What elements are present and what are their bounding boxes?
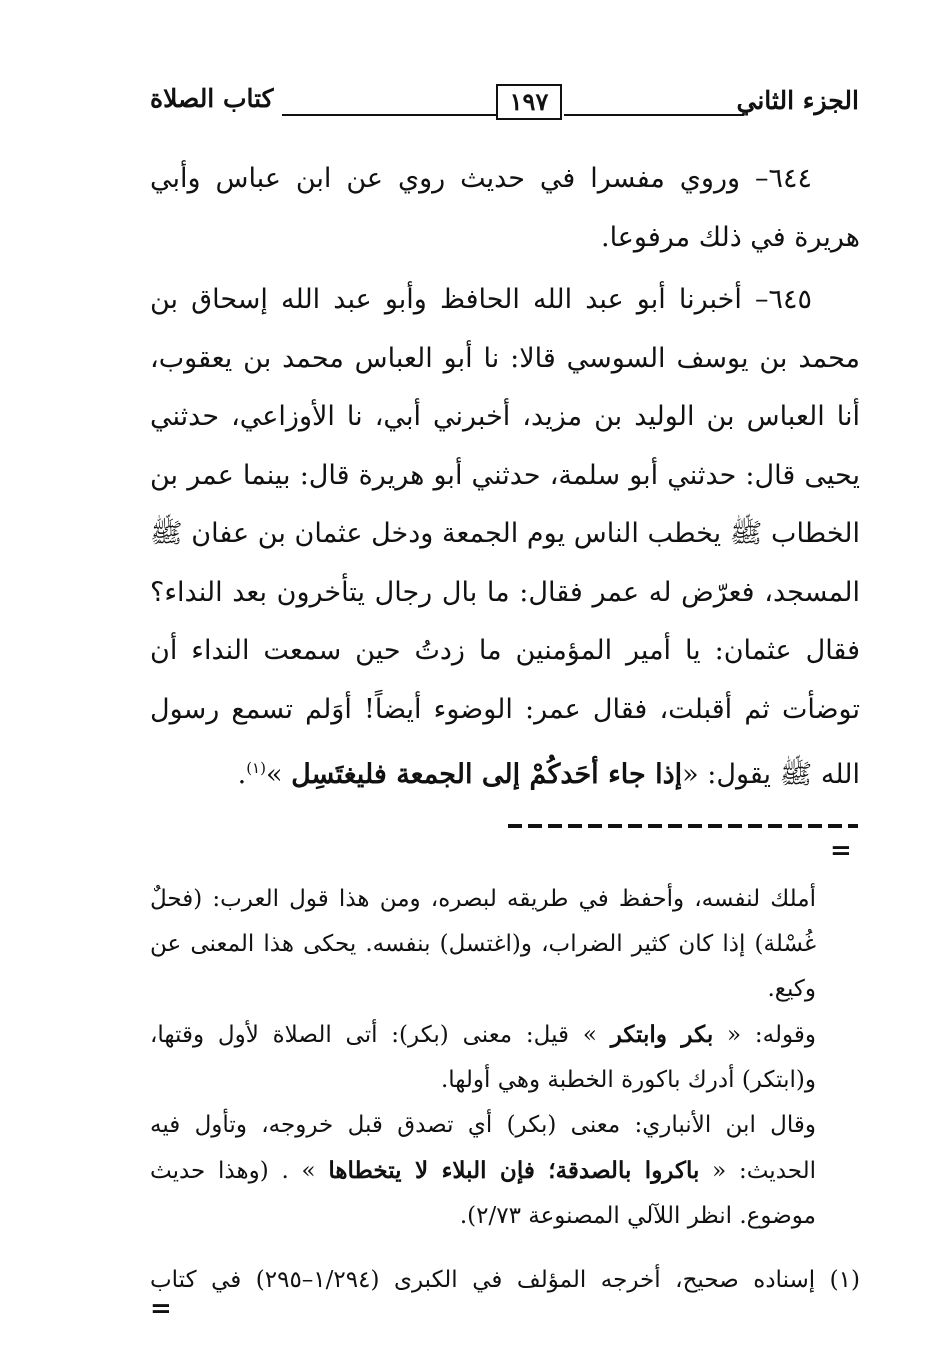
- header-rule-right: [564, 114, 744, 116]
- continuation-mark-bottom: =: [150, 1294, 172, 1324]
- main-text: [150, 150, 860, 805]
- header-rule-left: [282, 114, 496, 116]
- footnote-separator: [508, 824, 858, 828]
- page-number: ١٩٧: [496, 84, 562, 120]
- hadith-645: [150, 271, 860, 805]
- continuation-mark-top: =: [830, 836, 852, 866]
- header-book-title: كتاب الصلاة: [150, 84, 274, 113]
- quote-closing: »: [265, 759, 283, 790]
- hadith-645-body: ٦٤٥– أخبرنا أبو عبد الله الحافظ وأبو عبد الله إسحاق بن محمد بن يوسف السوسي قالا: نا أبو العباس محمد بن يعقوب، أنا العباس بن الوليد بن مزيد، أخبرني أبي، نا الأوزاعي، حدثني يحيى قال: حدثني أبو سلمة، حدثني أبو هريرة قال: بينما عمر بن الخطاب ﷺ يخطب الناس يوم الجمعة ودخل عثمان بن عفان ﷺ المسجد، فعرّض له عمر فقال: ما بال رجال يتأخرون بعد النداء؟ فقال عثمان: يا أمير المؤمنين ما زدتُ حين سمعت النداء أن توضأت ثم أقبلت، فقال عمر: الوضوء أيضاً! أوَلم تسمع رسول الله ﷺ يقول: «: [150, 284, 860, 790]
- note-3-lead: وقال ابن الأنباري: معنى (بكر) أي تصدق قبل خروجه، وتأول فيه الحديث: «: [150, 1112, 817, 1184]
- continued-notes: [150, 877, 816, 1239]
- hadith-644: ٦٤٤– وروي مفسرا في حديث روي عن ابن عباس وأبي هريرة في ذلك مرفوعا.: [150, 163, 860, 253]
- footnote-1: (١) إسناده صحيح، أخرجه المؤلف في الكبرى (١/٢٩٤–٢٩٥) في كتاب: [150, 1267, 860, 1293]
- footnote-ref: (١): [246, 759, 266, 777]
- note-3-bold: باكروا بالصدقة؛ فإن البلاء لا يتخطاها: [328, 1157, 700, 1184]
- note-2-lead: وقوله: «: [727, 1022, 816, 1048]
- note-2-rest: » قيل: معنى (بكر): أتى الصلاة لأول وقتها، و(ابتكر) أدرك باكورة الخطبة وهي أولها.: [150, 1022, 816, 1093]
- note-2-bold: بكر وابتكر: [610, 1021, 714, 1048]
- note-3-rest: » . (وهذا حديث موضوع. انظر اللآلي المصنوعة ٢/٧٣).: [150, 1158, 816, 1229]
- hadith-645-end: .: [237, 759, 247, 790]
- note-line-2: [150, 1012, 816, 1103]
- note-line-3: [150, 1103, 816, 1239]
- header-part-title: الجزء الثاني: [736, 86, 859, 115]
- prophetic-quote: إذا جاء أحَدكُمْ إلى الجمعة فليغتَسِل: [291, 759, 683, 790]
- note-line-1: أملك لنفسه، وأحفظ في طريقه لبصره، ومن هذا قول العرب: (فحلٌ غُسْلة) إذا كان كثير الضراب، و(اغتسل) بنفسه. يحكى هذا المعنى عن وكيع.: [150, 886, 816, 1002]
